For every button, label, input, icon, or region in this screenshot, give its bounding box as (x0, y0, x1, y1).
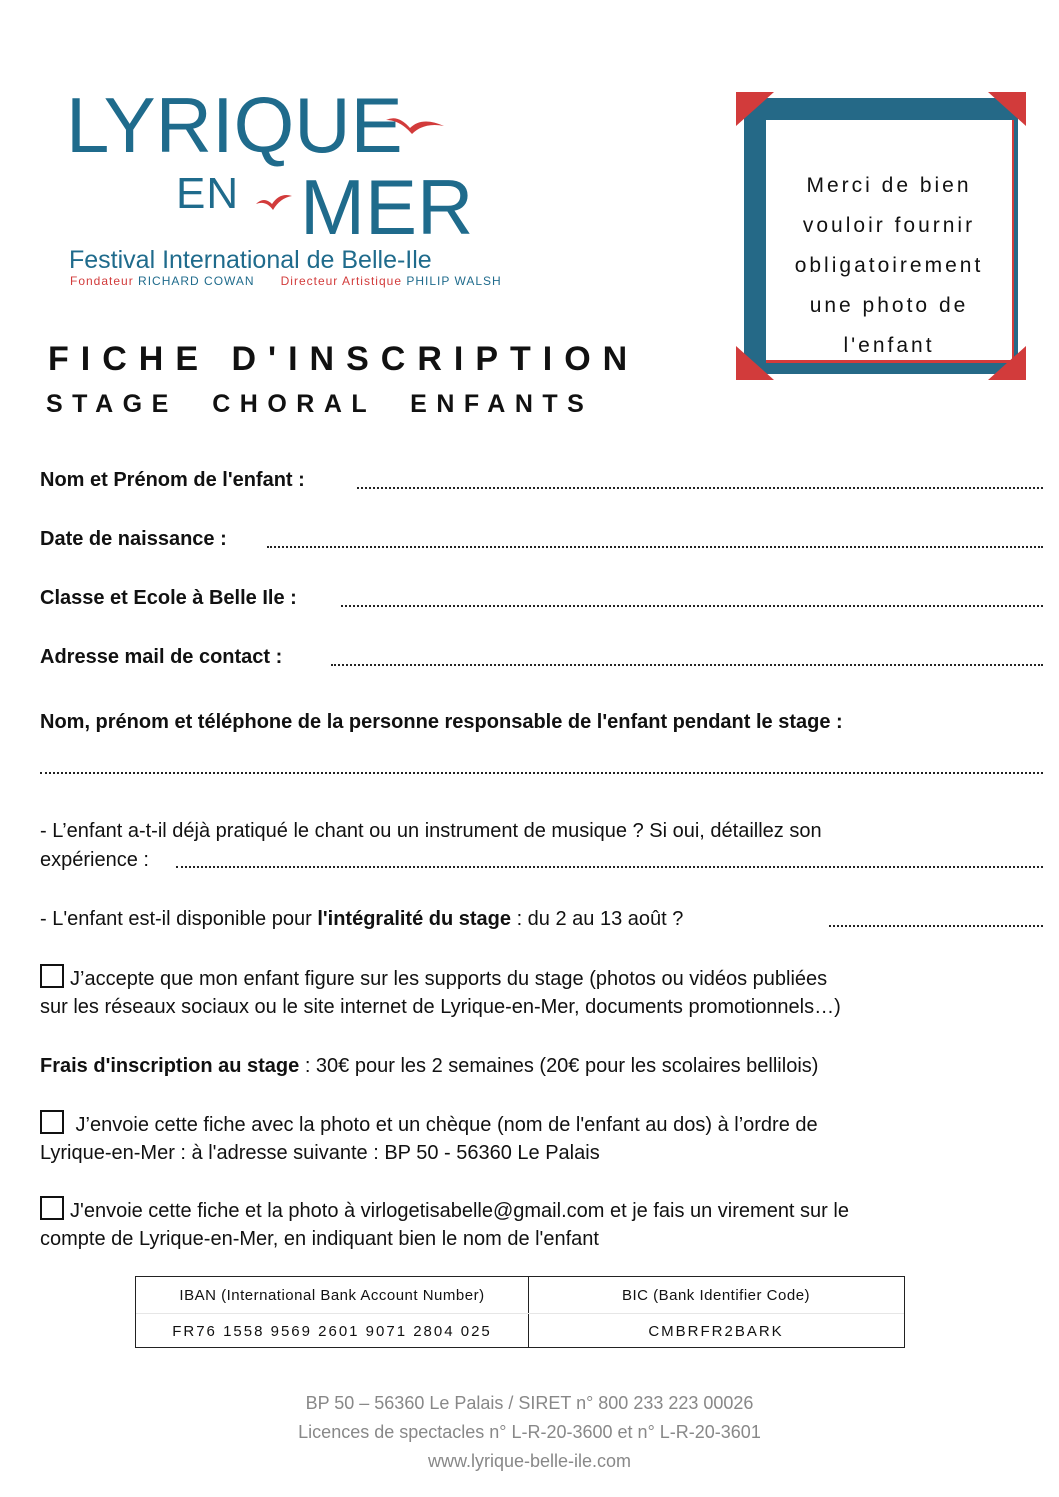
field-input-date-naissance[interactable] (267, 546, 1043, 548)
page-title: FICHE D'INSCRIPTION (48, 340, 640, 378)
consent-line1-row (40, 964, 827, 994)
bic-header: BIC (Bank Identifier Code) (621, 1287, 811, 1304)
option-virement-line2: compte de Lyrique-en-Mer, en indiquant bien le nom de l'enfant (40, 1228, 599, 1250)
seagull-icon (384, 112, 446, 146)
dispo-bold: l'intégralité du stage (317, 908, 512, 930)
logo-credits (70, 274, 502, 288)
dispo-prefix: - L'enfant est-il disponible pour (40, 908, 318, 930)
footer-address: BP 50 – 56360 Le Palais / SIRET n° 800 233 223 00026 (305, 1393, 754, 1413)
field-label-responsable: Nom, prénom et téléphone de la personne responsable de l'enfant pendant le stage : (40, 711, 843, 733)
fees-label: Frais d'inscription au stage (40, 1055, 300, 1077)
page-subtitle: STAGE CHORAL ENFANTS (46, 390, 594, 418)
fees (40, 1052, 818, 1081)
logo-en: EN (176, 169, 240, 218)
consent-checkbox[interactable] (40, 964, 64, 988)
option-virement-row (40, 1196, 849, 1226)
iban-header: IBAN (International Bank Account Number) (179, 1287, 485, 1304)
field-label-date-naissance: Date de naissance : (40, 528, 227, 550)
director-name: PHILIP WALSH (406, 274, 502, 288)
question-experience-line2: expérience : (40, 849, 149, 871)
question-experience-line1: - L’enfant a-t-il déjà pratiqué le chant ou un instrument de musique ? Si oui, détaillez son (40, 820, 822, 842)
founder-label: Fondateur (70, 274, 134, 288)
logo-festival: Festival International de Belle-Ile (69, 246, 432, 274)
iban-column (136, 1277, 529, 1347)
footer-licences: Licences de spectacles n° L-R-20-3600 et n° L-R-20-3601 (298, 1422, 761, 1442)
photo-frame (736, 92, 1026, 380)
field-input-dispo[interactable] (829, 925, 1043, 927)
field-input-adresse-mail[interactable] (331, 664, 1043, 666)
field-label-nom-enfant: Nom et Prénom de l'enfant : (40, 469, 305, 491)
footer-website[interactable]: www.lyrique-belle-ile.com (427, 1451, 632, 1471)
field-label-classe-ecole: Classe et Ecole à Belle Ile : (40, 587, 297, 609)
option-cheque-row (40, 1110, 818, 1140)
director-label: Directeur Artistique (280, 274, 402, 288)
logo-mer: MER (300, 163, 474, 251)
consent-line2: sur les réseaux sociaux ou le site internet de Lyrique-en-Mer, documents promotionnels…) (40, 996, 841, 1018)
virement-checkbox[interactable] (40, 1196, 64, 1220)
field-label-adresse-mail: Adresse mail de contact : (40, 646, 283, 668)
cheque-checkbox[interactable] (40, 1110, 64, 1134)
founder-name: RICHARD COWAN (138, 274, 255, 288)
option-cheque-line1: J’envoie cette fiche avec la photo et un chèque (nom de l'enfant au dos) à l’ordre de (70, 1114, 818, 1136)
logo-lyrique: LYRIQUE (66, 81, 403, 169)
consent-line1: J’accepte que mon enfant figure sur les supports du stage (photos ou vidéos publiées (70, 968, 828, 990)
small-seagull-icon (254, 190, 294, 212)
bic-value: CMBRFR2BARK (648, 1323, 784, 1340)
field-input-experience[interactable] (176, 866, 1043, 868)
option-cheque-line2: Lyrique-en-Mer : à l'adresse suivante : BP 50 - 56360 Le Palais (40, 1142, 600, 1164)
photo-corners-icon (736, 92, 1026, 380)
option-virement-line1: J'envoie cette fiche et la photo à virlogetisabelle@gmail.com et je fais un virement sur le (70, 1200, 849, 1222)
field-input-classe-ecole[interactable] (341, 605, 1043, 607)
bic-column (528, 1277, 904, 1347)
photo-instructions: Merci de bien vouloir fournir obligatoirement une photo de l'enfant (794, 174, 984, 357)
fees-text: : 30€ pour les 2 semaines (20€ pour les scolaires bellilois) (299, 1055, 819, 1077)
iban-value: FR76 1558 9569 2601 9071 2804 025 (172, 1323, 492, 1340)
dispo-suffix: : du 2 au 13 août ? (511, 908, 684, 930)
field-input-responsable[interactable] (40, 772, 1043, 774)
question-dispo (40, 905, 683, 934)
field-input-nom-enfant[interactable] (357, 487, 1043, 489)
bank-details-table (135, 1276, 905, 1348)
